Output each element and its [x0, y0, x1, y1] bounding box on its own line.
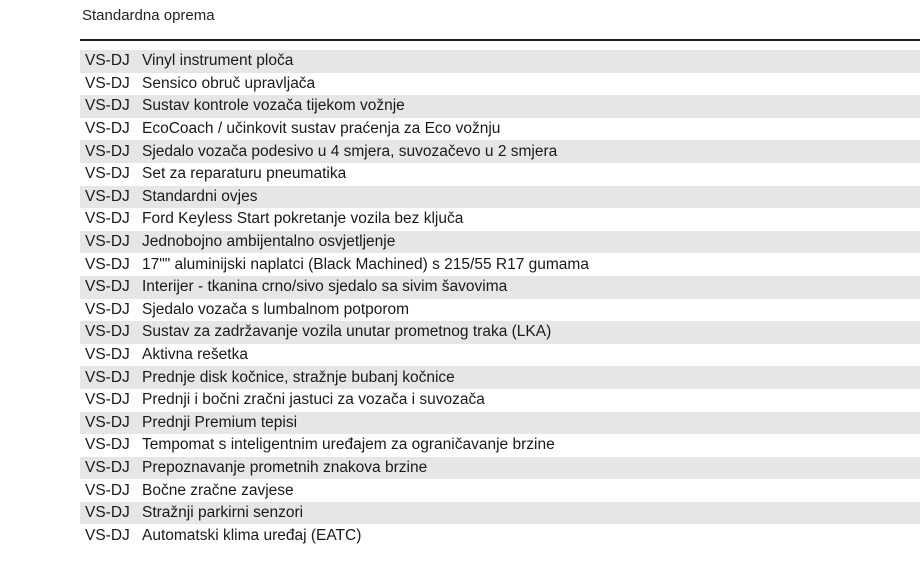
equipment-code: VS-DJ [85, 413, 130, 431]
equipment-row [80, 208, 920, 231]
equipment-label: Sustav kontrole vozača tijekom vožnje [142, 97, 405, 115]
equipment-label: Aktivna rešetka [142, 346, 248, 364]
equipment-code: VS-DJ [85, 346, 130, 364]
equipment-code: VS-DJ [85, 97, 130, 115]
equipment-row [80, 118, 920, 141]
equipment-label: Prednji i bočni zračni jastuci za vozača i suvozača [142, 391, 485, 409]
equipment-row [80, 163, 920, 186]
equipment-code: VS-DJ [85, 278, 130, 296]
equipment-code: VS-DJ [85, 368, 130, 386]
equipment-code: VS-DJ [85, 323, 130, 341]
equipment-label: Sustav za zadržavanje vozila unutar prometnog traka (LKA) [142, 323, 552, 341]
equipment-row [80, 140, 920, 163]
equipment-code: VS-DJ [85, 391, 130, 409]
equipment-label: Sjedalo vozača s lumbalnom potporom [142, 300, 410, 318]
equipment-code: VS-DJ [85, 300, 130, 318]
equipment-code: VS-DJ [85, 52, 130, 70]
equipment-label: EcoCoach / učinkovit sustav praćenja za Eco vožnju [142, 120, 501, 138]
equipment-row [80, 457, 920, 480]
equipment-code: VS-DJ [85, 504, 130, 522]
equipment-label: Prednje disk kočnice, stražnje bubanj kočnice [142, 368, 455, 386]
equipment-label: Sensico obruč upravljača [142, 74, 316, 92]
equipment-code: VS-DJ [85, 526, 130, 544]
equipment-label: Vinyl instrument ploča [142, 52, 294, 70]
equipment-row [80, 389, 920, 412]
equipment-row [80, 479, 920, 502]
equipment-code: VS-DJ [85, 142, 130, 160]
equipment-label: Ford Keyless Start pokretanje vozila bez ključa [142, 210, 464, 228]
equipment-code: VS-DJ [85, 120, 130, 138]
equipment-row [80, 412, 920, 435]
equipment-label: Jednobojno ambijentalno osvjetljenje [142, 233, 396, 251]
equipment-row [80, 502, 920, 525]
equipment-row [80, 50, 920, 73]
equipment-label: Interijer - tkanina crno/sivo sjedalo sa sivim šavovima [142, 278, 508, 296]
equipment-code: VS-DJ [85, 187, 130, 205]
equipment-label: Sjedalo vozača podesivo u 4 smjera, suvozačevo u 2 smjera [142, 142, 558, 160]
equipment-label: Set za reparaturu pneumatika [142, 165, 347, 183]
equipment-code: VS-DJ [85, 255, 130, 273]
equipment-list [80, 50, 920, 547]
equipment-row [80, 253, 920, 276]
equipment-label: Standardni ovjes [142, 187, 258, 205]
equipment-code: VS-DJ [85, 74, 130, 92]
equipment-row [80, 186, 920, 209]
equipment-row [80, 231, 920, 254]
equipment-row [80, 321, 920, 344]
equipment-row [80, 434, 920, 457]
equipment-row [80, 276, 920, 299]
equipment-label: Stražnji parkirni senzori [142, 504, 304, 522]
equipment-row [80, 524, 920, 547]
equipment-row [80, 344, 920, 367]
equipment-row [80, 73, 920, 96]
equipment-code: VS-DJ [85, 436, 130, 454]
equipment-code: VS-DJ [85, 233, 130, 251]
equipment-label: Tempomat s inteligentnim uređajem za ograničavanje brzine [142, 436, 555, 454]
equipment-code: VS-DJ [85, 210, 130, 228]
section-divider [80, 39, 920, 41]
equipment-label: Bočne zračne zavjese [142, 481, 294, 499]
equipment-code: VS-DJ [85, 165, 130, 183]
equipment-code: VS-DJ [85, 458, 130, 476]
section-title: Standardna oprema [82, 7, 215, 24]
equipment-label: Prednji Premium tepisi [142, 413, 298, 431]
equipment-label: 17"" aluminijski naplatci (Black Machined) s 215/55 R17 gumama [142, 255, 589, 273]
equipment-row [80, 299, 920, 322]
equipment-label: Prepoznavanje prometnih znakova brzine [142, 458, 428, 476]
equipment-row [80, 95, 920, 118]
equipment-code: VS-DJ [85, 481, 130, 499]
equipment-row [80, 366, 920, 389]
equipment-label: Automatski klima uređaj (EATC) [142, 526, 362, 544]
